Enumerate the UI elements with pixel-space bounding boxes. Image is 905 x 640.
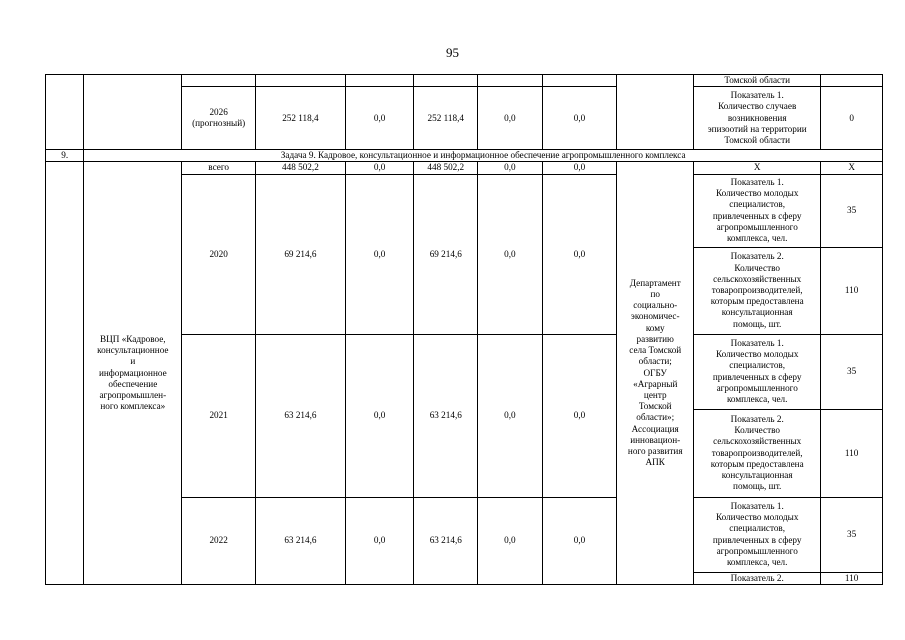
- indicator-value: 35: [821, 334, 883, 409]
- num-cell: [46, 75, 84, 150]
- amount-cell: 252 118,4: [255, 87, 345, 150]
- amount-cell: 69 214,6: [414, 174, 478, 334]
- indicator-value: 110: [821, 247, 883, 334]
- amount-cell: 69 214,6: [255, 174, 345, 334]
- year-cell: 2020: [182, 174, 256, 334]
- amount-cell: 448 502,2: [414, 162, 478, 174]
- indicator-cell: Показатель 1. Количество молодых специалистов, привлеченных в сферу агропромышленного комплекса, чел.: [694, 334, 821, 409]
- amount-cell: 0,0: [478, 162, 543, 174]
- num-cell: [46, 162, 84, 584]
- indicator-value: [821, 75, 883, 87]
- program-table: [45, 74, 883, 585]
- amount-cell: 0,0: [478, 87, 543, 150]
- amount-cell: 448 502,2: [255, 162, 345, 174]
- indicator-value: Х: [821, 162, 883, 174]
- amount-cell: 0,0: [345, 162, 414, 174]
- amount-cell: 0,0: [542, 497, 617, 584]
- amount-cell: 0,0: [478, 334, 543, 497]
- amount-cell: 252 118,4: [414, 87, 478, 150]
- amount-cell: 0,0: [542, 334, 617, 497]
- indicator-cell: Томской области: [694, 75, 821, 87]
- executor-cell: [617, 75, 694, 150]
- table-row: [46, 162, 883, 174]
- indicator-value: 35: [821, 174, 883, 247]
- year-cell: 2022: [182, 497, 256, 584]
- indicator-cell: Показатель 2.: [694, 572, 821, 584]
- amount-cell: 63 214,6: [255, 497, 345, 584]
- indicator-cell: Показатель 1. Количество молодых специалистов, привлеченных в сферу агропромышленного комплекса, чел.: [694, 497, 821, 572]
- amount-cell: 0,0: [345, 497, 414, 584]
- indicator-cell: Показатель 2. Количество сельскохозяйственных товаропроизводителей, которым предоставлена консультационная помощь, шт.: [694, 247, 821, 334]
- executor-cell: Департамент по социально- экономичес- кому развитию села Томской области; ОГБУ «Аграрный центр Томской области»; Ассоциация инновацион- ного развития АПК: [617, 162, 694, 584]
- table-row: [46, 75, 883, 87]
- indicator-value: 0: [821, 87, 883, 150]
- indicator-value: 35: [821, 497, 883, 572]
- amount-cell: 0,0: [478, 174, 543, 334]
- year-cell: 2026 (прогнозный): [182, 87, 256, 150]
- amount-cell: 0,0: [345, 87, 414, 150]
- page-number: 95: [446, 45, 459, 60]
- vcp-name: ВЦП «Кадровое, консультационное и информационное обеспечение агропромышлен- ного комплекса»: [84, 162, 182, 584]
- amount-cell: 63 214,6: [414, 497, 478, 584]
- task-number: 9.: [46, 150, 84, 162]
- year-cell: 2021: [182, 334, 256, 497]
- amount-cell: 63 214,6: [414, 334, 478, 497]
- indicator-cell: Показатель 1. Количество молодых специалистов, привлеченных в сферу агропромышленного комплекса, чел.: [694, 174, 821, 247]
- amount-cell: 0,0: [345, 174, 414, 334]
- year-cell: всего: [182, 162, 256, 174]
- indicator-cell: Показатель 2. Количество сельскохозяйственных товаропроизводителей, которым предоставлена консультационная помощь, шт.: [694, 409, 821, 497]
- task-title: Задача 9. Кадровое, консультационное и информационное обеспечение агропромышленного комплекса: [84, 150, 883, 162]
- amount-cell: 0,0: [542, 87, 617, 150]
- indicator-cell: Х: [694, 162, 821, 174]
- amount-cell: 0,0: [478, 497, 543, 584]
- name-cell: [84, 75, 182, 150]
- indicator-cell: Показатель 1. Количество случаев возникновения эпизоотий на территории Томской области: [694, 87, 821, 150]
- amount-cell: 0,0: [345, 334, 414, 497]
- indicator-value: 110: [821, 572, 883, 584]
- amount-cell: 63 214,6: [255, 334, 345, 497]
- amount-cell: 0,0: [542, 162, 617, 174]
- indicator-value: 110: [821, 409, 883, 497]
- amount-cell: 0,0: [542, 174, 617, 334]
- task-row: [46, 150, 883, 162]
